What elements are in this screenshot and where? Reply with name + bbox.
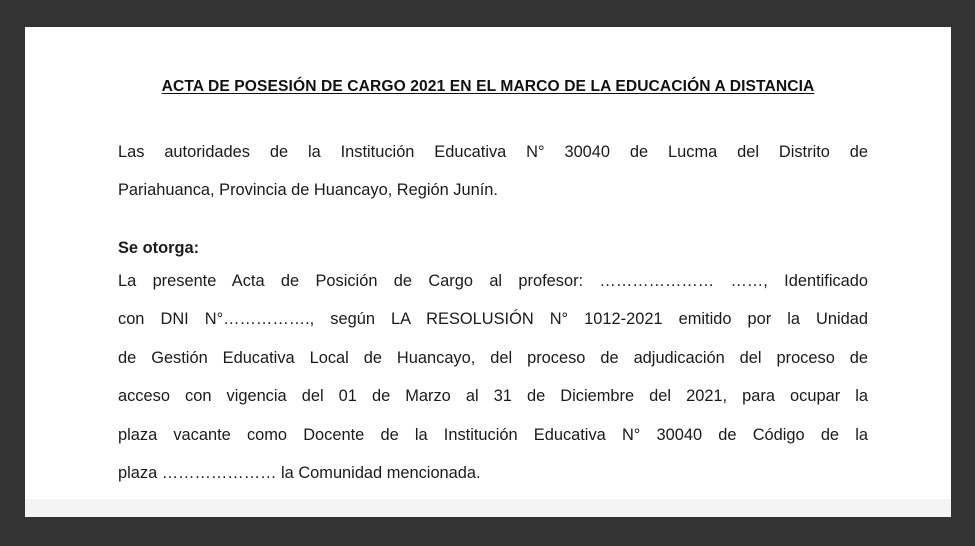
intro-line: Las autoridades de la Institución Educativa N° 30040 de Lucma del Distrito de [118, 143, 868, 161]
body-line: plaza vacante como Docente de la Institución Educativa N° 30040 de Código de la [118, 425, 868, 444]
body-line: plaza ………………… la Comunidad mencionada. [118, 463, 481, 482]
document-title: ACTA DE POSESIÓN DE CARGO 2021 EN EL MARCO DE LA EDUCACIÓN A DISTANCIA [161, 78, 815, 95]
body-line: La presente Acta de Posición de Cargo al profesor: ………………… ……, Identificado [118, 272, 868, 290]
body-line: de Gestión Educativa Local de Huancayo, del proceso de adjudicación del proceso de [118, 348, 868, 367]
body-line: acceso con vigencia del 01 de Marzo al 31 de Diciembre del 2021, para ocupar la [118, 387, 868, 406]
document-page [25, 27, 951, 517]
page-bottom-strip [25, 499, 951, 517]
intro-paragraph [118, 139, 868, 214]
intro-line: Pariahuanca, Provincia de Huancayo, Región Junín. [118, 180, 498, 199]
body-line: con DNI N°……………., según LA RESOLUSIÓN N° 1012-2021 emitido por la Unidad [118, 310, 868, 329]
section-heading: Se otorga: [118, 239, 200, 257]
body-paragraph [118, 268, 868, 498]
